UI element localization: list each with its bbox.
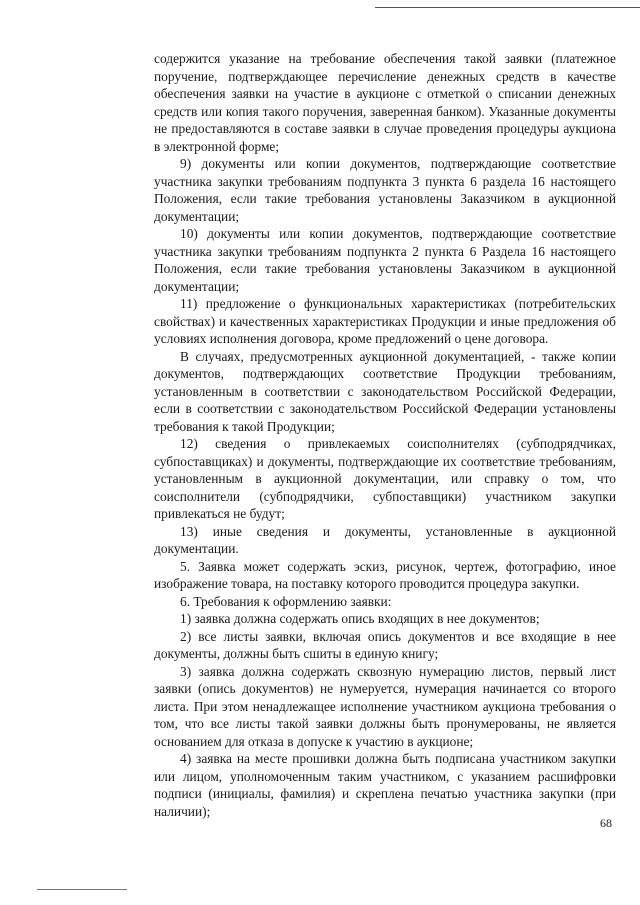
top-rule [375,7,640,8]
paragraph-section-5: 5. Заявка может содержать эскиз, рисунок, чертеж, фотографию, иное изображение товара, на поставку которого проводится процедура закупки. [154,558,616,591]
document-body [154,50,616,820]
paragraph-req-2: 2) все листы заявки, включая опись документов и все входящие в нее документы, должны быть сшиты в единую книгу; [154,628,616,661]
paragraph-req-3: 3) заявка должна содержать сквозную нумерацию листов, первый лист заявки (опись документов) не нумеруется, нумерация начинается со второго листа. При этом ненадлежащее исполнение участником аукциона требования о том, что все листы такой заявки должны быть пронумерованы, не является основанием для отказа в допуске к участию в аукционе; [154,663,616,749]
paragraph-section-6: 6. Требования к оформлению заявки: [180,593,392,609]
paragraph-item-11: 11) предложение о функциональных характеристиках (потребительских свойствах) и качественных характеристиках Продукции и иные предложения об условиях исполнения договора, кроме предложений о цене договора. [154,296,616,346]
bottom-margin-mark [37,889,127,890]
paragraph-cases: В случаях, предусмотренных аукционной документацией, - также копии документов, подтверждающих соответствие Продукции требованиям, установленным в соответствии с законодательством Российской Федерации, если в соответствии с законодательством Российской Федерации установлены требования к такой Продукции; [154,348,616,434]
paragraph-item-12: 12) сведения о привлекаемых соисполнителях (субподрядчиках, субпоставщиках) и документы, подтверждающие их соответствие требованиям, установленным в аукционной документации, или справку о том, что соисполнители (субподрядчики, субпоставщики) участником закупки привлекаться не будут; [154,436,616,521]
paragraph-req-1: 1) заявка должна содержать опись входящих в нее документов; [180,611,540,626]
paragraph-item-9: 9) документы или копии документов, подтверждающие соответствие участника закупки требованиям подпункта 3 пункта 6 раздела 16 настоящего Положения, если такие требования установлены Заказчиком в аукционной документации; [154,156,616,224]
paragraph-item-13: 13) иные сведения и документы, установленные в аукционной документации. [154,523,616,556]
paragraph-req-4: 4) заявка на месте прошивки должна быть подписана участником закупки или лицом, уполномоченным таким участником, с указанием расшифровки подписи (инициалы, фамилия) и скреплена печатью участника закупки (при наличии); [154,751,616,819]
page-number: 68 [600,816,612,830]
paragraph-continuation: содержится указание на требование обеспечения такой заявки (платежное поручение, подтверждающее перечисление денежных средств в качестве обеспечения заявки на участие в аукционе с отметкой о списании денежных средств или копия такого поручения, заверенная банком). Указанные документы не предоставляются в составе заявки в случае проведения процедуры аукциона в электронной форме; [154,51,616,154]
paragraph-item-10: 10) документы или копии документов, подтверждающие соответствие участника закупки требованиям подпункта 2 пункта 6 Раздела 16 настоящего Положения, если такие требования установлены Заказчиком в аукционной документации; [154,226,616,294]
